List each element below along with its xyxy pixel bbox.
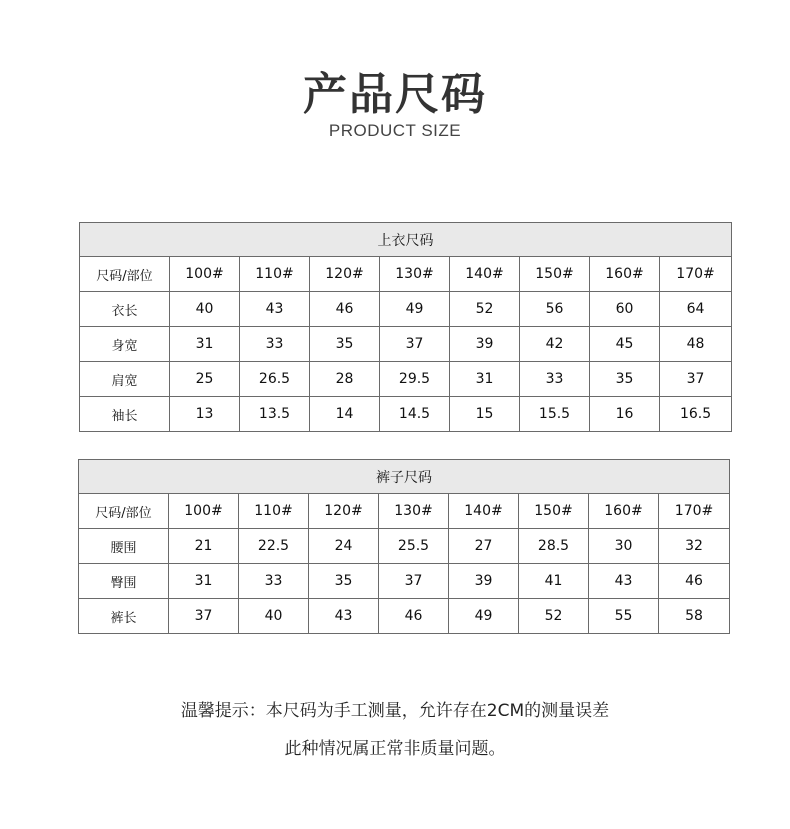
row-label: 裤长 — [79, 599, 169, 634]
size-column-header: 130# — [380, 257, 450, 292]
table-row — [79, 599, 730, 634]
table-cell: 48 — [660, 327, 732, 362]
table-cell: 27 — [449, 529, 519, 564]
table-cell: 40 — [170, 292, 240, 327]
page-title: 产品尺码 — [303, 69, 487, 120]
table-header-row — [79, 494, 730, 529]
row-label: 臀围 — [79, 564, 169, 599]
table-cell: 37 — [660, 362, 732, 397]
table-cell: 35 — [590, 362, 660, 397]
table-cell: 29.5 — [380, 362, 450, 397]
table-cell: 37 — [169, 599, 239, 634]
size-column-header: 120# — [310, 257, 380, 292]
size-column-header: 170# — [660, 257, 732, 292]
size-column-header: 100# — [170, 257, 240, 292]
size-column-header: 130# — [379, 494, 449, 529]
size-column-header: 110# — [239, 494, 309, 529]
table-cell: 28.5 — [519, 529, 589, 564]
table-cell: 45 — [590, 327, 660, 362]
table-cell: 26.5 — [240, 362, 310, 397]
row-label: 肩宽 — [80, 362, 170, 397]
table-cell: 35 — [309, 564, 379, 599]
table-cell: 31 — [169, 564, 239, 599]
table-cell: 33 — [239, 564, 309, 599]
table-cell: 21 — [169, 529, 239, 564]
table-cell: 46 — [310, 292, 380, 327]
size-column-header: 140# — [449, 494, 519, 529]
table-row — [80, 362, 732, 397]
table-cell: 15 — [450, 397, 520, 432]
table-cell: 46 — [659, 564, 730, 599]
table-cell: 37 — [380, 327, 450, 362]
table-row — [79, 564, 730, 599]
size-part-header: 尺码/部位 — [80, 257, 170, 292]
table-cell: 22.5 — [239, 529, 309, 564]
table-cell: 43 — [309, 599, 379, 634]
table-cell: 32 — [659, 529, 730, 564]
pants-size-table — [78, 459, 730, 634]
row-label: 衣长 — [80, 292, 170, 327]
table-cell: 14 — [310, 397, 380, 432]
table-cell: 25.5 — [379, 529, 449, 564]
table-cell: 42 — [520, 327, 590, 362]
size-part-header: 尺码/部位 — [79, 494, 169, 529]
table-cell: 40 — [239, 599, 309, 634]
table-cell: 33 — [240, 327, 310, 362]
table-cell: 31 — [170, 327, 240, 362]
table-cell: 46 — [379, 599, 449, 634]
table-cell: 43 — [240, 292, 310, 327]
table-cell: 39 — [450, 327, 520, 362]
measurement-note-line2: 此种情况属正常非质量问题。 — [284, 739, 506, 759]
table-cell: 35 — [310, 327, 380, 362]
table-cell: 60 — [590, 292, 660, 327]
row-label: 袖长 — [80, 397, 170, 432]
table-row — [80, 397, 732, 432]
table-cell: 43 — [589, 564, 659, 599]
size-column-header: 170# — [659, 494, 730, 529]
size-column-header: 150# — [520, 257, 590, 292]
table-title: 裤子尺码 — [79, 460, 730, 494]
table-header-row — [80, 257, 732, 292]
table-cell: 56 — [520, 292, 590, 327]
measurement-note-line1: 温馨提示：本尺码为手工测量，允许存在2CM的测量误差 — [180, 701, 610, 721]
table-cell: 14.5 — [380, 397, 450, 432]
table-cell: 30 — [589, 529, 659, 564]
table-cell: 24 — [309, 529, 379, 564]
table-cell: 55 — [589, 599, 659, 634]
table-cell: 37 — [379, 564, 449, 599]
table-cell: 15.5 — [520, 397, 590, 432]
size-column-header: 110# — [240, 257, 310, 292]
table-cell: 39 — [449, 564, 519, 599]
size-column-header: 100# — [169, 494, 239, 529]
table-row — [80, 327, 732, 362]
table-cell: 13.5 — [240, 397, 310, 432]
top-size-table — [79, 222, 732, 432]
table-row — [79, 529, 730, 564]
row-label: 身宽 — [80, 327, 170, 362]
table-cell: 52 — [519, 599, 589, 634]
table-title-row — [80, 223, 732, 257]
row-label: 腰围 — [79, 529, 169, 564]
table-cell: 28 — [310, 362, 380, 397]
table-cell: 58 — [659, 599, 730, 634]
table-title: 上衣尺码 — [80, 223, 732, 257]
size-column-header: 160# — [589, 494, 659, 529]
table-cell: 41 — [519, 564, 589, 599]
table-cell: 49 — [449, 599, 519, 634]
table-cell: 25 — [170, 362, 240, 397]
page-subtitle: PRODUCT SIZE — [328, 121, 462, 140]
table-cell: 16 — [590, 397, 660, 432]
table-cell: 49 — [380, 292, 450, 327]
table-cell: 52 — [450, 292, 520, 327]
size-column-header: 120# — [309, 494, 379, 529]
table-cell: 33 — [520, 362, 590, 397]
size-column-header: 140# — [450, 257, 520, 292]
size-column-header: 150# — [519, 494, 589, 529]
table-cell: 31 — [450, 362, 520, 397]
table-title-row — [79, 460, 730, 494]
table-cell: 13 — [170, 397, 240, 432]
table-row — [80, 292, 732, 327]
size-column-header: 160# — [590, 257, 660, 292]
table-cell: 64 — [660, 292, 732, 327]
table-cell: 16.5 — [660, 397, 732, 432]
